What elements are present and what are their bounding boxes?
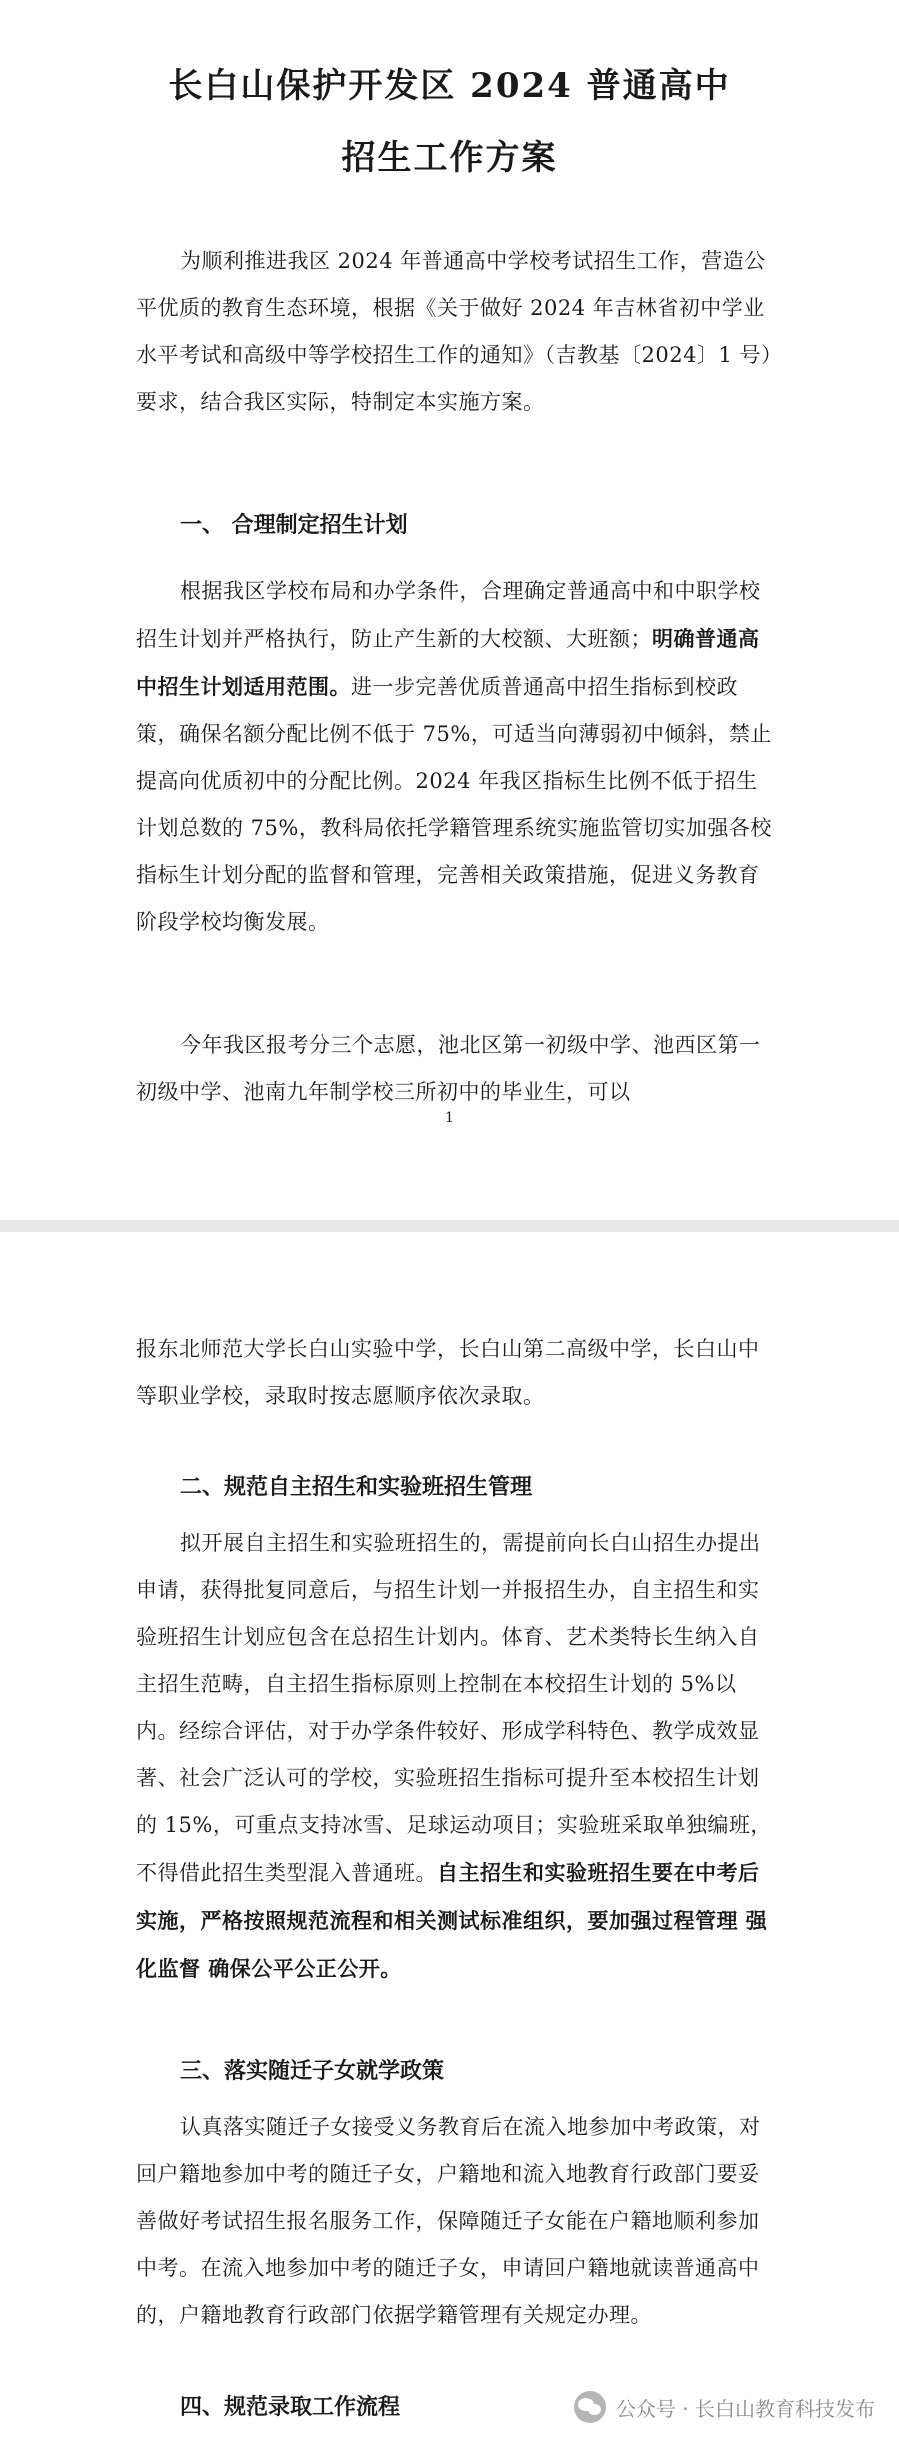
page-number: 1 [445,1110,454,1126]
section-1-heading: 一、 合理制定招生计划 [180,512,408,538]
section-2-paragraph [136,1520,776,1993]
section-1-bold-text: 明确普通高中招生计划适用范围。 [136,626,760,699]
intro-paragraph: 为顺利推进我区 2024 年普通高中学校考试招生工作，营造公平优质的教育生态环境，根据《关于做好 2024 年吉林省初中学业水平考试和高级中等学校招生工作的通知》（吉教基〔2024〕1 号）要求，结合我区实际，特制定本实施方案。 [136,249,772,414]
section-1-text-a: 根据我区学校布局和办学条件，合理确定普通高中和中职学校招生计划并严格执行，防止产生新的大校额、大班额； [136,579,761,651]
section-2-heading: 二、规范自主招生和实验班招生管理 [180,1475,533,1500]
document-page-2 [0,1232,899,2445]
document-title-line-1: 长白山保护开发区 2024 普通高中 [168,66,731,106]
watermark-text: 公众号 · 长白山教育科技发布 [615,2396,875,2421]
section-2-text: 拟开展自主招生和实验班招生的，需提前向长白山招生办提出申请，获得批复同意后，与招生计划一并报招生办，自主招生和实验班招生计划应包含在总招生计划内。体育、艺术类特长生纳入自主招生范畴，自主招生指标原则上控制在本校招生计划的 5%以内。经综合评估，对于办学条件较好、形成学科特色、教学成效显著、社会广泛认可的学校，实验班招生指标可提升至本校招生计划的 15%，可重点支持冰雪、足球运动项目；实验班采取单独编班，不得借此招生类型混入普通班。 [136,1531,772,1885]
section-1-paragraph-2: 今年我区报考分三个志愿，池北区第一初级中学、池西区第一初级中学、池南九年制学校三所初中的毕业生，可以 [136,1033,761,1104]
section-4-heading: 四、规范录取工作流程 [180,2395,401,2420]
wechat-icon [574,2391,606,2423]
section-3-paragraph: 认真落实随迁子女接受义务教育后在流入地参加中考政策，对回户籍地参加中考的随迁子女，户籍地和流入地教育行政部门要妥善做好考试招生报名服务工作，保障随迁子女能在户籍地顺利参加中考。在流入地参加中考的随迁子女，申请回户籍地就读普通高中的，户籍地教育行政部门依据学籍管理有关规定办理。 [136,2115,761,2327]
section-1-text-b: 进一步完善优质普通高中招生指标到校政策，确保名额分配比例不低于 75%，可适当向薄弱初中倾斜，禁止提高向优质初中的分配比例。2024 年我区指标生比例不低于招生计划总数的 75%，教科局依托学籍管理系统实施监管切实加强各校指标生计划分配的监督和管理，完善相关政策措施，促进义务教育阶段学校均衡发展。 [136,675,772,934]
continuation-paragraph: 报东北师范大学长白山实验中学，长白山第二高级中学，长白山中等职业学校，录取时按志愿顺序依次录取。 [136,1337,760,1408]
watermark [574,2391,875,2423]
section-2-bold-text: 自主招生和实验班招生要在中考后实施，严格按照规范流程和相关测试标准组织，要加强过程管理 强化监督 确保公平公正公开。 [136,1860,768,1981]
document-title-line-2: 招生工作方案 [341,138,558,178]
document-page-1 [0,0,899,1220]
section-3-heading: 三、落实随迁子女就学政策 [180,2059,445,2084]
section-1-paragraph-1 [136,568,776,946]
